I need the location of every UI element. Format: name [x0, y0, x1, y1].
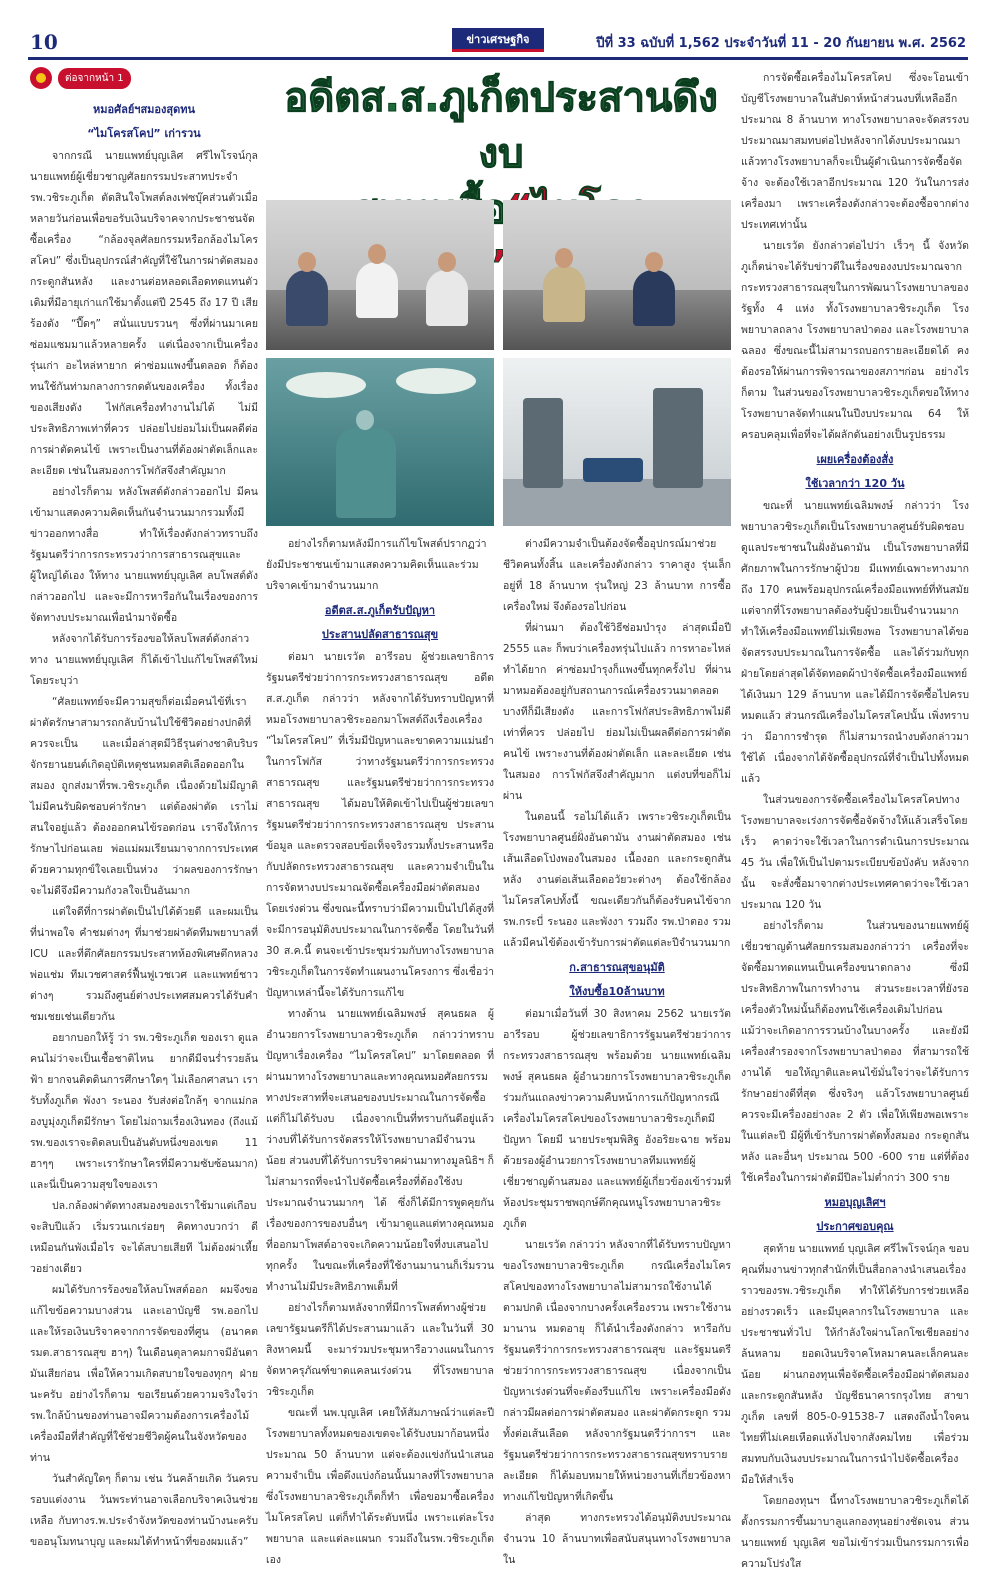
paragraph: การจัดซื้อเครื่องไมโครสโคป ซึ่งจะโอนเข้าบัญชีโรงพยาบาลในสัปดาห์หน้าส่วนงบที่เหลืออีกประมาณ 8 ล้านบาท ทางโรงพยาบาลจะจัดสรรงบประมาณมาสมทบต่อไปหลังจากได้งบประมาณมาแล้วทางโรงพยาบาลก็จะเป็นผู้ดำเนินการจัดซื้อจัดจ้าง จะต้องใช้เวลาอีกประมาณ 120 วันในการส่งเครื่องมา เพราะเครื่องดังกล่าวจะต้องซื้อจากต่างประเทศเท่านั้น	[741, 72, 969, 231]
paragraph: ต่อมา นายเรวัต อารีรอบ ผู้ช่วยเลขาธิการรัฐมนตรีช่วยว่าการกระทรวงสาธารณสุข อดีต ส.ส.ภูเก็ต กล่าวว่า หลังจากได้รับทราบปัญหาที่หมอโรงพยาบาลวชิระออกมาโพสต์ถึงเรื่องเครื่อง “ไมโครสโคป” ที่เริ่มมีปัญหาและขาดความแม่นยำในการโฟกัส ว่าทางรัฐมนตรีว่าการกระทรวงสาธารณสุข และรัฐมนตรีช่วยว่าการกระทรวงสาธารณสุข ได้มอบให้ติดเข้าไปเป็นผู้ช่วยเลขารัฐมนตรีช่วยว่าการกระทรวงสาธารณสุข ประสานข้อมูล และตรวจสอบข้อเท็จจริงรวมทั้งประสานหรือกับปลัดกระทรวงสาธารณสุข และความจำเป็นในการจัดหางบประมาณจัดซื้อเครื่องมือผ่าตัดสมองโดยเร่งด่วน ซึ่งขณะนี้ทราบว่ามีความเป็นไปได้สูงที่จะมีการอนุมัติงบประมาณในการจัดซื้อ โดยในวันที่ 30 ส.ค.นี้ ตนจะเข้าประชุมร่วมกับทางโรงพยาบาลวชิระภูเก็ตในการจัดทำแผนงานโครงการ ซึ่งเชื่อว่าปัญหาเหล่านี้จะได้รับการแก้ไข	[266, 651, 495, 999]
paragraph: อย่างไรก็ตาม หลังโพสต์ดังกล่าวออกไป มีคนเข้ามาแสดงความคิดเห็นกันจำนวนมากรวมทั้งมีข่าวออกทางสื่อ ทำให้เรื่องดังกล่าวทราบถึงรัฐมนตรีว่าการกระทรวงว่าการสาธารณสุขและผู้ใหญ่ได้เอง ให้ทาง นายแพทย์บุญเลิศ ลบโพสต์ดังกล่าวออกไป และจะมีการหารือกันในเรื่องของการจัดทางบประมาณเพื่อนำมาจัดซื้อ	[30, 486, 258, 624]
paragraph: “ศัลยแพทย์จะมีความสุขก็ต่อเมื่อคนไข้ที่เราผ่าตัดรักษาสามารถกลับบ้านไปใช้ชีวิตอย่างปกติที่ควรจะเป็น และเมื่อล่าสุดมีวิธีรุนต่างชาติบริบรจักรยานยนต์เกิดอุบัติเหตุชนหมดสติเลือดออกในสมอง ถูกส่งมาที่รพ.วชิระภูเก็ต เนื่องด้วยไม่มีญาติ ไม่มีคนรับผิดชอบค่ารักษา แต่ต้องผ่าตัด เราไม่สนใจอยู่แล้ว ต้องออกคนไข้รอดก่อน เราจึงให้การรักษาไปก่อนเลย พ่อแม่ผมเรียนมาจากการประเทศด้วยความทุกข์ใจเลยเป็นห่วง ว่าผลของการรักษาจะไม่ดีจึงมีความกังวลใจเป็นอันมาก	[30, 696, 258, 897]
paragraph: นายเรวัต กล่าวว่า หลังจากที่ได้รับทราบปัญหาของโรงพยาบาลวชิระภูเก็ต กรณีเครื่องไมโครสโคปของทางโรงพยาบาลไม่สามารถใช้งานได้ตามปกติ เนื่องจากบางครั้งเครื่องรวน เพราะใช้งานมานาน หมดอายุ ก็ได้นำเรื่องดังกล่าว หารือกับรัฐมนตรีว่าการกระทรวงสาธารณสุข และรัฐมนตรีช่วยว่าการกระทรวงสาธารณสุข เนื่องจากเป็นปัญหาเร่งด่วนที่จะต้องรีบแก้ไข เพราะเครื่องมือดังกล่าวมีผลต่อการผ่าตัดสมอง และผ่าตัดกระดูก รวมทั้งต่อเส้นเลือด หลังจากรัฐมนตรีว่าการฯ และรัฐมนตรีช่วยว่าการกระทรวงสาธารณสุขทราบรายละเอียด ก็ได้มอบหมายให้หน่วยงานที่เกี่ยวข้องหาทางแก้ไขปัญหาที่เกิดขึ้น	[503, 1239, 731, 1503]
subhead: ให้งบซื้อ10ล้านบาท	[569, 985, 665, 998]
photo-press-conference-1	[266, 200, 494, 350]
paragraph: แต่ใจดีที่การผ่าตัดเป็นไปได้ด้วยดี และผมเป็นที่น่าพอใจ คำชมต่างๆ ที่มาช่วยผ่าตัดทีมพยาบาลที่ ICU และที่ตึกศัลยกรรมประสาทห้องพิเศษตึกหลวงพ่อแช่ม ทีมเวชศาสตร์ฟื้นฟูเวชเวศ และแพทย์ชาวต่างๆ รวมถึงศูนย์ต่างประเทศสมควรได้รับคำชมเชยเช่นเดียวกัน	[30, 906, 258, 1023]
column-3	[503, 534, 731, 1566]
paragraph: อย่างไรก็ตาม ในส่วนของนายแพทย์ผู้เชี่ยวชาญด้านศัลยกรรมสมองกล่าวว่า เครื่องที่จะจัดซื้อมาทดแทนเป็นเครื่องขนาดกลาง ซึ่งมีประสิทธิภาพในการทำงาน ส่วนระยะเวลาที่ยังรอเครื่องตัวใหม่นั้นก็ต้องทนใช้เครื่องเดิมไปก่อน แม้ว่าจะเกิดอาการรวนบ้างในบางครั้ง และยังมีเครื่องสำรองจากโรงพยาบาลป่าตอง ที่สามารถใช้งานได้ ขอให้ญาติและคนไข้มั่นใจว่าจะได้รับการรักษาอย่างดีที่สุด ซึ่งจริงๆ แล้วโรงพยาบาลศูนย์ควรจะมีเครื่องอย่างละ 2 ตัว เพื่อให้เพียงพอเพราะในแต่ละปี มีผู้ที่เข้ารับการผ่าตัดทั้งสมอง กระดูกสันหลัง และอื่นๆ ประมาณ 500 -600 ราย แต่ที่ต้องใช้เครื่องในการผ่าตัดมีปีละไม่ต่ำกว่า 300 ราย	[741, 920, 969, 1184]
subhead: อดีตส.ส.ภูเก็ตรับปัญหา	[324, 604, 436, 617]
paragraph: ล่าสุด ทางกระทรวงได้อนุมัติงบประมาณจำนวน 10 ล้านบาทเพื่อสนับสนุนทางโรงพยาบาลใน	[503, 1512, 731, 1566]
subhead: เผยเครื่องต้องสั่ง	[816, 453, 894, 466]
paragraph: ทางด้าน นายแพทย์เฉลิมพงษ์ สุคนธผล ผู้อำนวยการโรงพยาบาลวชิระภูเก็ต กล่าวว่าทราบปัญหาเรื่องเครื่อง “ไมโครสโคป” มาโดยตลอด ที่ผ่านมาทางโรงพยาบาลและทางคุณหมอศัลยกรรมทางประสาทที่จะเสนอของบประมาณในการจัดซื้อ แต่ก็ไม่ได้รับงบ เนื่องจากเป็นที่ทราบกันดีอยู่แล้ว ว่างบที่ได้รับการจัดสรรให้โรงพยาบาลมีจำนวนน้อย ส่วนงบที่ได้รับการบริจาคผ่านมาทางมูลนิธิฯ ก็ไม่สามารถที่จะนำไปจัดซื้อเครื่องที่ต้องใช้งบประมาณจำนวนมากๆ ได้ ซึ่งก็ได้มีการพูดคุยกันเรื่องของการของบอื่นๆ เข้ามาดูแลแต่ทางคุณหมอที่ออกมาโพสต์อาจจะเกิดความน้อยใจที่งบเสนอไปทุกครั้ง ในขณะที่เครื่องที่ใช้งานมานานก็เริ่มรวน ทำงานไม่มีประสิทธิภาพเต็มที่	[266, 1008, 494, 1293]
paragraph: สุดท้าย นายแพทย์ บุญเลิศ ศรีไพโรจน์กุล ขอบคุณที่มงานข่าวทุกสำนักที่เป็นสื่อกลางนำเสนอเรื่องราวของรพ.วชิระภูเก็ต ทำให้ได้รับการช่วยเหลืออย่างรวดเร็ว และมีบุคลากรในโรงพยาบาล และประชาชนทั่วไป ให้กำลังใจผ่านโลกโซเชียลอย่างล้นหลาม ยอดเงินบริจาคโหลมาคนละเล็กคนละน้อย ผ่านกองทุนเพื่อจัดซื้อเครื่องมือผ่าตัดสมอง และกระดูกสันหลัง บัญชีธนาคารกรุงไทย สาขาภูเก็ต เลขที่ 805-0-91538-7 แสดงถึงน้ำใจคนไทยที่ไม่เคยเหือดแห้งไปจากสังคมไทย เพื่อร่วมสมทบกับเงินงบประมาณในการนำไปจัดซื้อเครื่องมือให้สำเร็จ	[741, 1243, 969, 1486]
header-rule	[28, 57, 968, 60]
subhead: ประกาศขอบคุณ	[816, 1220, 894, 1233]
paragraph: ปล.กล้องผ่าตัดทางสมองของเราใช้มาแต่เกือบจะสิบปีแล้ว เริ่มรวนเกเร่อยๆ คิดทางบวกว่า ดีเหมือนกันพังเมื่อไร จะได้สบายเสียที ไม่ต้องผ่าเหี้ยวอย่างเดียว	[30, 1200, 258, 1275]
photo-press-conference-2	[503, 200, 731, 350]
photo-operating-room	[503, 358, 731, 526]
issue-info: ปีที่ 33 ฉบับที่ 1,562 ประจำวันที่ 11 - 20 กันยายน พ.ศ. 2562	[596, 36, 966, 51]
subhead: หมอบุญเลิศฯ	[824, 1196, 886, 1209]
sun-icon	[30, 67, 52, 89]
paragraph: ในตอนนี้ รอไม่ได้แล้ว เพราะวชิระภูเก็ตเป็นโรงพยาบาลศูนย์ฝั่งอันดามัน งานผ่าตัดสมอง เช่น เส้นเลือดโป่งพองในสมอง เนื้องอก และกระดูกสันหลัง งานต่อเส้นเลือดอวัยวะต่างๆ ต้องใช้กล้องไมโครสโคปทั้งนี้ ขณะเดียวกันก็ต้องรับคนไข้จาก รพ.กระบี่ ระนอง และพังงา รวมถึง รพ.ป่าตอง รวมแล้วมีคนไข้ต้องเข้ารับการผ่าตัดแต่ละปีจำนวนมาก	[503, 811, 731, 949]
paragraph: จากกรณี นายแพทย์บุญเลิศ ศรีไพโรจน์กุล นายแพทย์ผู้เชี่ยวชาญศัลยกรรมประสาทประจำ รพ.วชิระภูเก็ต ตัดสินใจโพสต์ลงเฟซบุ๊คส่วนตัวเมื่อหลายวันก่อนเพื่อขอรับเงินบริจาคจากประชาชนจัดซื้อเครื่อง “กล้องจุลศัลยกรรมหรือกล้องไมโครสโคป” ซึ่งเป็นอุปกรณ์สำคัญที่ใช้ในการผ่าตัดสมอง กระดูกสันหลัง และงานต่อหลอดเลือดทดแทนตัวเดิมที่มีอายุเก่าแก่ใช้มาตั้งแต่ปี 2545 ถึง 17 ปี เสียร้องดัง “ปี๊ดๆ” สนั่นแบบรวนๆ ซึ่งที่ผ่านมาเคยซ่อมแซมมาแล้วหลายครั้ง แต่เนื่องจากเป็นเครื่องรุ่นเก่า อะไหล่หายาก ค่าซ่อมแพงขึ้นตลอด ก็ต้องทนใช้กันท่ามกลางการกดดันของเครื่อง ทั้งเรื่องของเสียงดัง ไฟกัสเครื่องทำงานไม่ได้ ไม่มีประสิทธิภาพเท่าที่ควร ปล่อยไปย่อมไม่เป็นผลดีต่อการผ่าตัดคนไข้ เพราะเป็นงานที่ต้องผ่าตัดเล็กและละเอียด เช่นในสมองการโฟกัสจึงสำคัญมาก	[30, 150, 258, 477]
subhead: ใช้เวลากว่า 120 วัน	[805, 477, 905, 490]
paragraph: โดยกองทุนฯ นี้ทางโรงพยาบาลวชิระภูเก็ตได้ตั้งกรรมการขึ้นมาบาลูแลกองทุนอย่างชัดเจน ส่วนนายแพทย์ บุญเลิศ ขอไม่เข้าร่วมเป็นกรรมการเพื่อความโปร่งใส	[741, 1495, 969, 1570]
subhead: ก.สาธารณสุขอนุมัติ	[569, 961, 665, 974]
newspaper-logo: ข่าวเศรษฐกิจ	[452, 28, 544, 52]
column-2	[266, 534, 495, 1566]
subhead: หมอศัลย์ฯสมองสุดทน	[92, 103, 196, 116]
paragraph: ผมได้รับการร้องขอให้ลบโพสต์ออก ผมจึงขอแก้ไขข้อความบางส่วน และเอาบัญชี รพ.ออกไป และให้รอเงินบริจาคจากการจัดของที่ศูน (อนาคต รมต.สาธารณสุข ฮาๆ) ในเดือนตุลาคมกาจมีอันตามันเสียก่อน เพื่อให้ความเกิดสบายใจของทุกๆ ฝ่ายนะครับ อย่างไรก็ตาม ขอเรียนด้วยความจริงใจว่า รพ.ใกล้บ้านของท่านอาจมีความต้องการเครื่องไม้เครื่องมือที่สำคัญที่ใช้ช่วยชีวิตผู้คนในจังหวัดของท่าน	[30, 1284, 258, 1464]
paragraph: ในส่วนของการจัดซื้อเครื่องไมโครสโคปทางโรงพยาบาลจะเร่งการจัดซื้อจัดจ้างให้แล้วเสร็จโดยเร็ว คาดว่าจะใช้เวลาในการดำเนินการประมาณ 45 วัน เพื่อให้เป็นไปตามระเบียบข้อบังคับ หลังจากนั้น จะสั่งซื้อมาจากต่างประเทศคาดว่าจะใช้เวลาประมาณ 120 วัน	[741, 794, 969, 911]
continued-badge	[30, 67, 138, 89]
paragraph: ที่ผ่านมา ต้องใช้วิธีซ่อมบำรุง ล่าสุดเมื่อปี 2555 และ ก็พบว่าเครื่องทรุ่นไปแล้ว การหาอะไหล่ทำได้ยาก ค่าซ่อมบำรุงก็แพงขึ้นทุกครั้งไป ที่ผ่านมาหมอต้องอยู่กับสถานการณ์เครื่องรวนมาตลอด บางทีก็มีเสียงดัง และการโฟกัสประสิทธิภาพไม่ดีเท่าที่ควร ปล่อยไป ย่อมไม่เป็นผลดีต่อการผ่าตัดคนไข้ เพราะงานที่ต้องผ่าตัดเล็ก และละเอียด เช่น ในสมอง การโฟกัสจึงสำคัญมาก แต่งบที่ขอก็ไม่ผ่าน	[503, 622, 731, 802]
paragraph: นายเรวัต ยังกล่าวต่อไปว่า เร็วๆ นี้ จังหวัดภูเก็ตน่าจะได้รับข่าวดีในเรื่องของงบประมาณจากกระทรวงสาธารณสุขในการพัฒนาโรงพยาบาลของรัฐทั้ง 4 แห่ง ทั้งโรงพยาบาลวชิระภูเก็ต โรงพยาบาลถลาง โรงพยาบาลป่าตอง และโรงพยาบาลฉลอง ซึ่งขณะนี้ไม่สามารถบอกรายละเอียดได้ คงต้องรอให้ผ่านการพิจารณาของสภาฯก่อน อย่างไรก็ตาม ในส่วนของโรงพยาบาลวชิระภูเก็ตขอให้ทางโรงพยาบาลจัดทำแผนในปีงบประมาณ 64 ให้ครอบคลุมเพื่อที่จะได้ผลักดันอย่างเป็นรูปธรรม	[741, 240, 969, 441]
paragraph: วันสำคัญใดๆ ก็ตาม เช่น วันคล้ายเกิด วันครบรอบแต่งงาน วันพระท่านอาจเลือกบริจาคเงินช่วยเหลือ กับทางร.พ.ประจำจังหวัดของท่านบ้างนะครับ ขออนุโมทนาบุญ และผมได้ทำหน้าที่ของผมแล้ว”	[30, 1473, 258, 1548]
headline-line-1: อดีตส.ส.ภูเก็ตประสานดึงงบ	[284, 75, 718, 177]
paragraph: ขณะที่ นายแพทย์เฉลิมพงษ์ กล่าวว่า โรงพยาบาลวชิระภูเก็ตเป็นโรงพยาบาลศูนย์รับผิดชอบดูแลประชาชนในฝั่งอันดามัน เป็นโรงพยาบาลที่มีศักยภาพในการรักษาผู้ป่วย มีแพทย์เฉพาะทางมาก ถึง 170 คนพร้อมอุปกรณ์เครื่องมือแพทย์ที่ทันสมัย แต่จากที่โรงพยาบาลต้องรับผู้ป่วยเป็นจำนวนมาก ทำให้เครื่องมือแพทย์ไม่เพียงพอ โรงพยาบาลได้ขอจัดสรรงบประมาณในการจัดซื้อ และได้ร่วมกับทุกฝ่ายโดยล่าสุดได้จัดทอดผ้าป่าจัดซื้อเครื่องมือแพทย์ได้เงินมา 129 ล้านบาท และได้มีการจัดซื้อไปครบหมดแล้ว ส่วนกรณีเครื่องไมโครสโคปนั้น เพิ่งทราบว่า มีอาการชำรุด ก็ไม่สามารถนำงบดังกล่าวมาใช้ได้ เนื่องจากได้จัดซื้ออุปกรณ์ที่จำเป็นไปทั้งหมดแล้ว	[741, 500, 969, 785]
subhead: “ไมโครสโคป” เก่ารวน	[87, 127, 201, 140]
paragraph: ต่อมาเมื่อวันที่ 30 สิงหาคม 2562 นายเรวัต อารีรอบ ผู้ช่วยเลขาธิการรัฐมนตรีช่วยว่าการกระทรวงสาธารณสุข พร้อมด้วย นายแพทย์เฉลิมพงษ์ สุคนธผล ผู้อำนวยการโรงพยาบาลวชิระภูเก็ตร่วมกันแถลงข่าวความคืบหน้าการแก้ปัญหากรณีเครื่องไมโครสโคปของโรงพยาบาลวชิระภูเก็ตมีปัญหา โดยมี นายประชุมพิสิฐ อังอริยะฉาย พร้อมด้วยรองผู้อำนวยการโรงพยาบาลทีมแพทย์ผู้เชี่ยวชาญด้านสมอง และแพทย์ผู้เกี่ยวข้องเข้าร่วมที่ห้องประชุมราชพฤกษ์ตึกคุณหนูโรงพยาบาลวชิระภูเก็ต	[503, 1008, 731, 1230]
page-number: 10	[30, 30, 58, 54]
paragraph: ขณะที่ นพ.บุญเลิศ เคยให้สัมภาษณ์ว่าแต่ละปีโรงพยาบาลทั้งหมดของเขตจะได้รับงบมาก้อนหนึ่งประมาณ 50 ล้านบาท แต่จะต้องแข่งกันนำเสนอความจำเป็น เพื่อดึงแบ่งก้อนนั้นมาลงที่โรงพยาบาลซึ่งโรงพยาบาลวชิระภูเก็ตก็ทำ เพื่อขอมาซื้อเครื่องไมโครสโคป แต่ก็ทำได้ระดับหนึ่ง เพราะแต่ละโรงพยาบาล และแต่ละแผนก รวมถึงในรพ.วชิระภูเก็ตเอง	[266, 1407, 494, 1566]
photo-surgery	[266, 358, 494, 526]
page-header	[0, 0, 996, 66]
paragraph: อยากบอกให้รู้ ว่า รพ.วชิระภูเก็ต ของเรา ดูแลคนไม่ว่าจะเป็นเชื้อชาติไหน ยากดีมีจนร่ำรวยล้นฟ้า ยากจนติดดินการศึกษาใดๆ ไม่เลือกศาสนา เรารับทั้งภูเก็ต พังงา ระนอง รับส่งต่อใกล้ๆ จากแม่กลองบูมุ่งภูเก็ตมีรักษา โดยไม่ถามเรื่องเงินทอง (ถึงแม้ รพ.ของเราจะติดลบเป็นอันดับหนึ่งของเขต 11 ฮาๆๆ เพราะเรารักษาใครที่มีความซับซ้อนมาก) และนี่เป็นความสุขใจของเรา	[30, 1032, 258, 1191]
paragraph: หลังจากได้รับการร้องขอให้ลบโพสต์ดังกล่าว ทาง นายแพทย์บุญเลิศ ก็ได้เข้าไปแก้ไขโพสต์ใหม่โดยระบุว่า	[30, 633, 258, 687]
paragraph: อย่างไรก็ตามหลังมีการแก้ไขโพสต์ปรากฏว่ายังมีประชาชนเข้ามาแสดงความคิดเห็นและร่วมบริจาคเข้ามาจำนวนมาก	[266, 538, 487, 592]
paragraph: ต่างมีความจำเป็นต้องจัดซื้ออุปกรณ์มาช่วยชีวิตคนทั้งสิ้น และเครื่องดังกล่าว ราคาสูง รุ่นเล็กอยู่ที่ 18 ล้านบาท รุ่นใหญ่ 23 ล้านบาท การซื้อเครื่องใหม่ จึงต้องรอไปก่อน	[503, 538, 731, 613]
column-4	[741, 68, 969, 1570]
paragraph: อย่างไรก็ตามหลังจากที่มีการโพสต์ทางผู้ช่วยเลขารัฐมนตรีก็ได้ประสานมาแล้ว และในวันที่ 30 สิงหาคมนี้ จะมาร่วมประชุมหารือวางแผนในการจัดหาครุภัณฑ์ขาดแคลนเร่งด่วน ที่โรงพยาบาลวชิระภูเก็ต	[266, 1302, 494, 1398]
headline	[268, 70, 734, 190]
subhead: ประสานปลัดสาธารณสุข	[321, 628, 439, 641]
column-1	[30, 96, 258, 1548]
continued-label: ต่อจากหน้า 1	[58, 68, 131, 89]
